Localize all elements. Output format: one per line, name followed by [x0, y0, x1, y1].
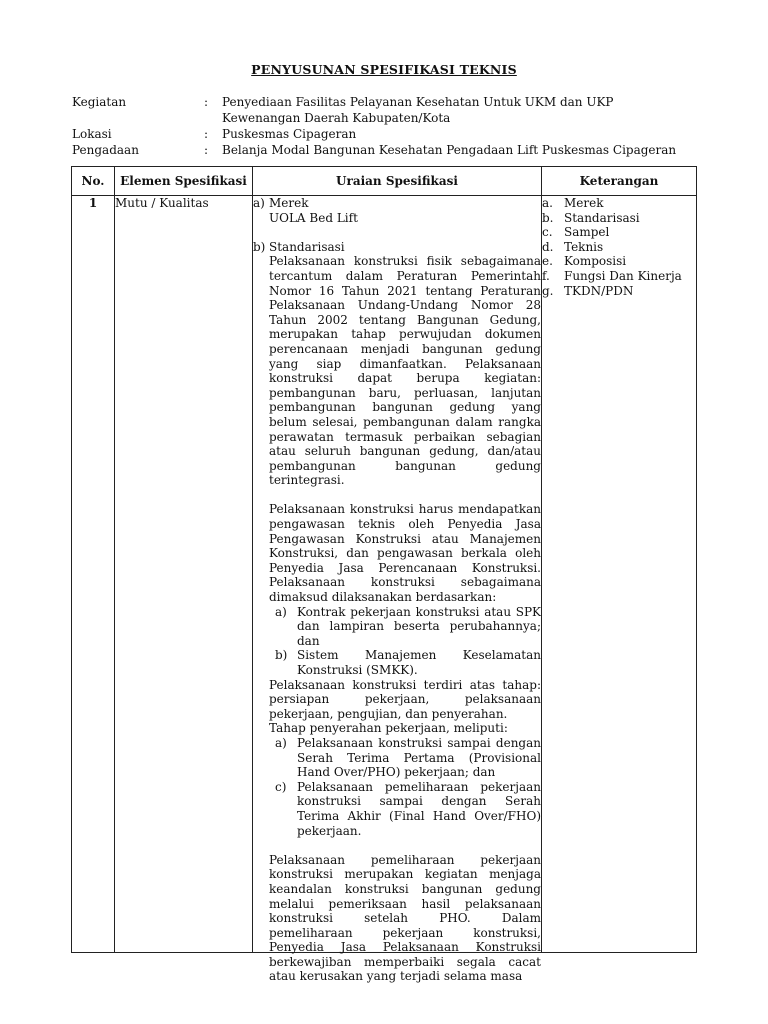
info-colon: :	[204, 95, 209, 109]
paragraph-4: Tahap penyerahan pekerjaan, meliputi:	[269, 721, 508, 736]
list-2	[253, 736, 541, 838]
keterangan-letter: e.	[542, 254, 553, 269]
info-colon: :	[204, 143, 209, 157]
list-item	[269, 736, 541, 780]
keterangan-text: Teknis	[564, 239, 604, 254]
keterangan-item	[542, 240, 696, 255]
keterangan-item	[542, 269, 696, 284]
merek-heading	[253, 196, 541, 211]
keterangan-item	[542, 211, 696, 226]
info-label: Kegiatan	[72, 95, 127, 109]
row-uraian	[253, 196, 542, 984]
paragraph-2: Pelaksanaan konstruksi harus mendapatkan pengawasan teknis oleh Penyedia Jasa Pengawasan Konstruksi atau Manajemen Konstruksi, dan pengawasan berkala oleh Penyedia Jasa Perencanaan Konstruksi. Pelaksanaan konstruksi sebagaimana dimaksud dilaksanakan berdasarkan:	[269, 502, 541, 605]
keterangan-text: TKDN/PDN	[564, 283, 634, 298]
list-letter: a)	[275, 735, 287, 750]
keterangan-letter: g.	[542, 283, 554, 298]
spacer	[253, 225, 541, 240]
keterangan-text: Sampel	[564, 225, 610, 240]
keterangan-text: Merek	[564, 196, 604, 210]
list-text: Pelaksanaan pemeliharaan pekerjaan konstruksi sampai dengan Serah Terima Akhir (Final Hand Over/FHO) pekerjaan.	[297, 779, 541, 838]
table-row	[72, 196, 697, 953]
standarisasi-letter: b)	[253, 239, 266, 254]
info-value: Belanja Modal Bangunan Kesehatan Pengadaan Lift Puskesmas Cipageran	[222, 143, 677, 157]
info-row-kegiatan	[72, 94, 692, 126]
info-row-pengadaan	[72, 142, 692, 158]
merek-label: Merek	[269, 196, 309, 210]
keterangan-text: Standarisasi	[564, 210, 640, 225]
header-keterangan: Keterangan	[542, 167, 697, 196]
paragraph-1: Pelaksanaan konstruksi fisik sebagaimana tercantum dalam Peraturan Pemerintah Nomor 16 Tahun 2021 tentang Peraturan Pelaksanaan Undang-Undang Nomor 28 Tahun 2002 tentang Bangunan Gedung, merupakan tahap perwujudan dokumen perencanaan menjadi bangunan gedung yang siap dimanfaatkan. Pelaksanaan konstruksi dapat berupa kegiatan: pembangunan baru, perluasan, lanjutan pembangunan bangunan gedung yang belum selesai, pembangunan dalam rangka perawatan termasuk perbaikan sebagian atau seluruh bangunan gedung, dan/atau pembangunan bangunan gedung terintegrasi.	[269, 254, 541, 488]
header-elemen: Elemen Spesifikasi	[115, 167, 253, 196]
table-header-row	[72, 167, 697, 196]
list-1	[253, 605, 541, 678]
info-row-lokasi	[72, 126, 692, 142]
spec-table	[71, 166, 697, 984]
list-text: Sistem Manajemen Keselamatan Konstruksi (SMKK).	[297, 648, 541, 677]
info-label: Pengadaan	[72, 143, 139, 157]
list-text: Pelaksanaan konstruksi sampai dengan Serah Terima Pertama (Provisional Hand Over/PHO) pekerjaan; dan	[297, 735, 541, 780]
keterangan-item	[542, 225, 696, 240]
list-text: Kontrak pekerjaan konstruksi atau SPK dan lampiran beserta perubahannya; dan	[297, 604, 541, 648]
standarisasi-label: Standarisasi	[269, 239, 345, 254]
keterangan-text: Komposisi	[564, 254, 627, 269]
standarisasi-heading	[253, 240, 541, 255]
info-label: Lokasi	[72, 127, 112, 141]
uraian-content	[253, 196, 541, 984]
list-item	[269, 648, 541, 677]
row-elemen: Mutu / Kualitas	[115, 196, 253, 953]
row-keterangan	[542, 196, 697, 953]
keterangan-item	[542, 284, 696, 299]
list-letter: c)	[275, 779, 287, 794]
keterangan-item	[542, 254, 696, 269]
info-block	[72, 94, 692, 158]
info-value: Penyediaan Fasilitas Pelayanan Kesehatan Untuk UKM dan UKP Kewenangan Daerah Kabupaten/Kota	[222, 95, 614, 125]
merek-value: UOLA Bed Lift	[269, 210, 358, 225]
info-colon: :	[204, 127, 209, 141]
keterangan-text: Fungsi Dan Kinerja	[564, 268, 682, 283]
keterangan-item	[542, 196, 696, 211]
keterangan-letter: b.	[542, 210, 554, 225]
list-letter: b)	[275, 648, 288, 663]
paragraph-3: Pelaksanaan konstruksi terdiri atas tahap: persiapan pekerjaan, pelaksanaan pekerjaan, pengujian, dan penyerahan.	[269, 677, 541, 721]
spacer	[253, 488, 541, 503]
info-value: Puskesmas Cipageran	[222, 127, 357, 141]
row-number: 1	[72, 196, 115, 953]
keterangan-letter: f.	[542, 268, 550, 283]
document-title: PENYUSUNAN SPESIFIKASI TEKNIS	[251, 62, 517, 77]
merek-letter: a)	[253, 196, 265, 210]
paragraph-5: Pelaksanaan pemeliharaan pekerjaan konstruksi merupakan kegiatan menjaga keandalan konstruksi bangunan gedung melalui pemeriksaan hasil pelaksanaan konstruksi setelah PHO. Dalam pemeliharaan pekerjaan konstruksi, Penyedia Jasa Pelaksanaan Konstruksi berkewajiban memperbaiki segala cacat atau kerusakan yang terjadi selama masa	[269, 852, 541, 984]
header-no: No.	[72, 167, 115, 196]
keterangan-letter: d.	[542, 239, 554, 254]
header-uraian: Uraian Spesifikasi	[253, 167, 542, 196]
keterangan-letter: a.	[542, 196, 553, 210]
list-item	[269, 605, 541, 649]
list-letter: a)	[275, 604, 287, 619]
spacer	[253, 838, 541, 853]
list-item	[269, 780, 541, 838]
keterangan-letter: c.	[542, 225, 553, 240]
